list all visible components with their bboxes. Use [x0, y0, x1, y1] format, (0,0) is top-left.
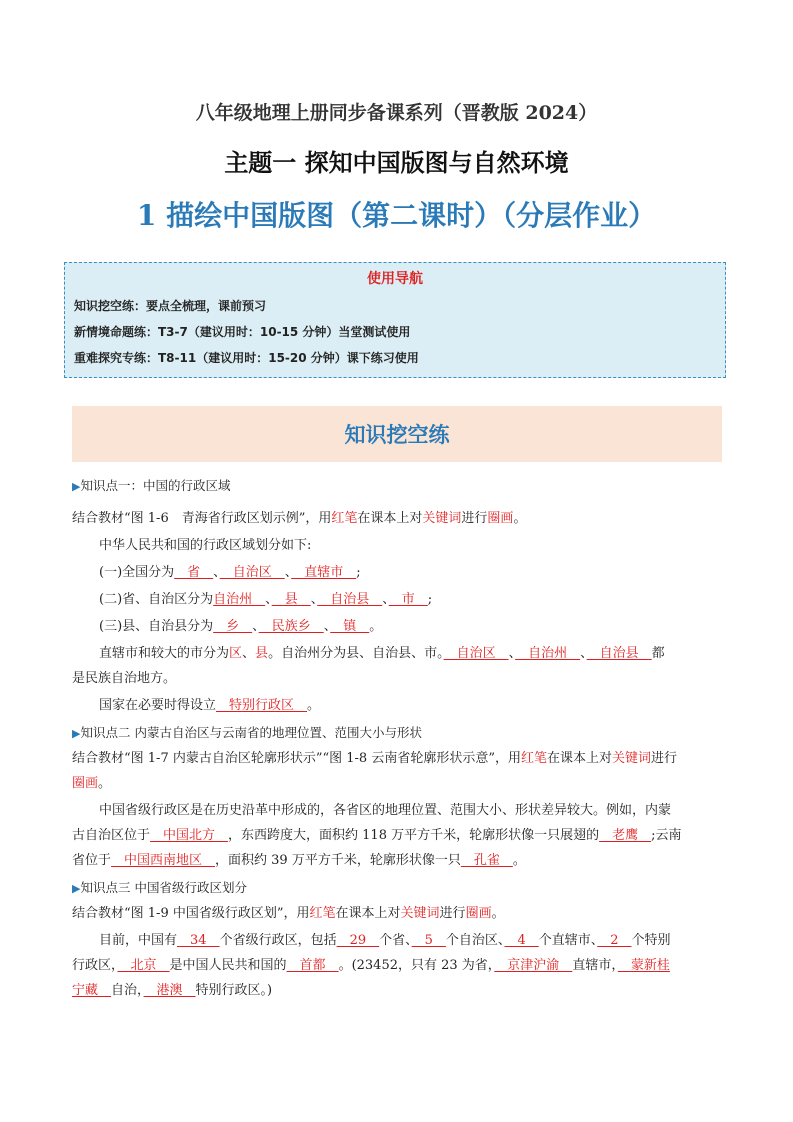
blank-answer: 市	[388, 592, 428, 607]
blank-answer: 自治区	[443, 646, 509, 661]
blank-answer: 乡	[213, 619, 253, 634]
blank-answer: 自治区	[219, 565, 285, 580]
blank-answer: 2	[597, 933, 632, 948]
triangle-bullet-icon: ▶	[72, 882, 81, 895]
k1-p1: 中华人民共和国的行政区域划分如下:	[99, 538, 312, 553]
usage-navigation-box	[64, 262, 726, 378]
series-title: 八年级地理上册同步备课系列（晋教版 2024）	[195, 102, 598, 124]
blank-answer: 孔雀	[460, 853, 513, 868]
blank-answer: 京津沪渝	[494, 958, 573, 973]
blank-answer: 首都	[286, 958, 339, 973]
k1-line-county: (三)县、自治县分为 乡 、 民族乡 、 镇 。	[99, 619, 383, 634]
blank-answer: 北京	[117, 958, 170, 973]
blank-answer: 老鹰	[599, 828, 652, 843]
blank-answer: 自治县	[317, 592, 383, 607]
blank-answer: 5	[411, 933, 446, 948]
k1-line-city: 直辖市和较大的市分为区、县。自治州分为县、自治县、市。 自治区 、 自治州 、 自治县 都	[99, 646, 665, 661]
k1-line-sar: 国家在必要时得设立 特别行政区 。	[99, 698, 321, 713]
k2-intro: 结合教材“图 1-7 内蒙古自治区轮廓形状示”“图 1-8 云南省轮廓形状示意”，用红笔在课本上对关键词进行	[72, 751, 678, 766]
k1-heading: ▶知识点一：中国的行政区域	[72, 478, 231, 493]
blank-answer: 港澳	[143, 983, 196, 998]
k1-line-autonomy: 是民族自治地方。	[72, 671, 177, 686]
k2-p3: 省位于 中国西南地区 ，面积约 39 万平方千米，轮廓形状像一只 孔雀 。	[72, 853, 526, 868]
k3-p1: 目前，中国有 34 个省级行政区，包括 29 个省、 5 个自治区、 4 个直辖市、 2 个特别	[99, 933, 671, 948]
k1-intro: 结合教材“图 1-6 青海省行政区划示例”，用红笔在课本上对关键词进行圈画。	[72, 511, 527, 526]
blank-answer: 直辖市	[291, 565, 357, 580]
content-body	[72, 468, 722, 1000]
k3-p2: 行政区， 北京 是中国人民共和国的 首都 。(23452，只有 23 为省， 京津沪渝 直辖市， 蒙新桂	[72, 958, 670, 973]
k3-heading: ▶知识点三 中国省级行政区划分	[72, 880, 247, 895]
blank-answer: 34	[177, 933, 220, 948]
blank-answer: 县	[271, 592, 311, 607]
blank-answer: 宁藏	[72, 983, 112, 998]
blank-answer: 自治州	[213, 592, 266, 607]
k2-p2: 古自治区位于 中国北方 ，东西跨度大，面积约 118 万平方千米，轮廓形状像一只展翅的 老鹰 ;云南	[72, 828, 682, 843]
k3-intro: 结合教材“图 1-9 中国省级行政区划”，用红笔在课本上对关键词进行圈画。	[72, 906, 505, 921]
blank-answer: 中国西南地区	[111, 853, 216, 868]
blank-answer: 中国北方	[150, 828, 229, 843]
nav-title: 使用导航	[367, 271, 423, 287]
nav-line-3: 重难探究专练：T8-11（建议用时：15-20 分钟）课下练习使用	[74, 351, 419, 365]
blank-answer: 蒙新桂	[617, 958, 670, 973]
k2-p1: 中国省级行政区是在历史沿革中形成的，各省区的地理位置、范围大小、形状差异较大。例如，内蒙	[99, 803, 672, 818]
k1-line-national: (一)全国分为 省 、 自治区 、 直辖市 ;	[99, 565, 361, 580]
triangle-bullet-icon: ▶	[72, 727, 81, 740]
triangle-bullet-icon: ▶	[72, 480, 81, 493]
theme-title: 主题一 探知中国版图与自然环境	[224, 148, 569, 177]
k2-heading: ▶知识点二 内蒙古自治区与云南省的地理位置、范围大小与形状	[72, 725, 422, 740]
blank-answer: 民族乡	[258, 619, 324, 634]
blank-answer: 镇	[330, 619, 370, 634]
blank-answer: 4	[504, 933, 539, 948]
blank-answer: 29	[336, 933, 380, 948]
blank-answer: 自治县	[586, 646, 652, 661]
k3-p3: 宁藏 自治， 港澳 特别行政区。)	[72, 983, 273, 998]
lesson-title: 1 描绘中国版图（第二课时）（分层作业）	[136, 199, 657, 232]
section-banner	[72, 406, 722, 462]
blank-answer: 自治州	[515, 646, 581, 661]
nav-line-1: 知识挖空练：要点全梳理，课前预习	[74, 299, 267, 313]
nav-line-2: 新情境命题练：T3-7（建议用时：10-15 分钟）当堂测试使用	[74, 325, 411, 339]
k1-line-province: (二)省、自治区分为自治州 、 县 、 自治县 、 市 ;	[99, 592, 433, 607]
k2-intro-cont: 圈画。	[72, 776, 112, 791]
blank-answer: 省	[174, 565, 214, 580]
section-title: 知识挖空练	[344, 423, 450, 447]
blank-answer: 特别行政区	[216, 698, 308, 713]
